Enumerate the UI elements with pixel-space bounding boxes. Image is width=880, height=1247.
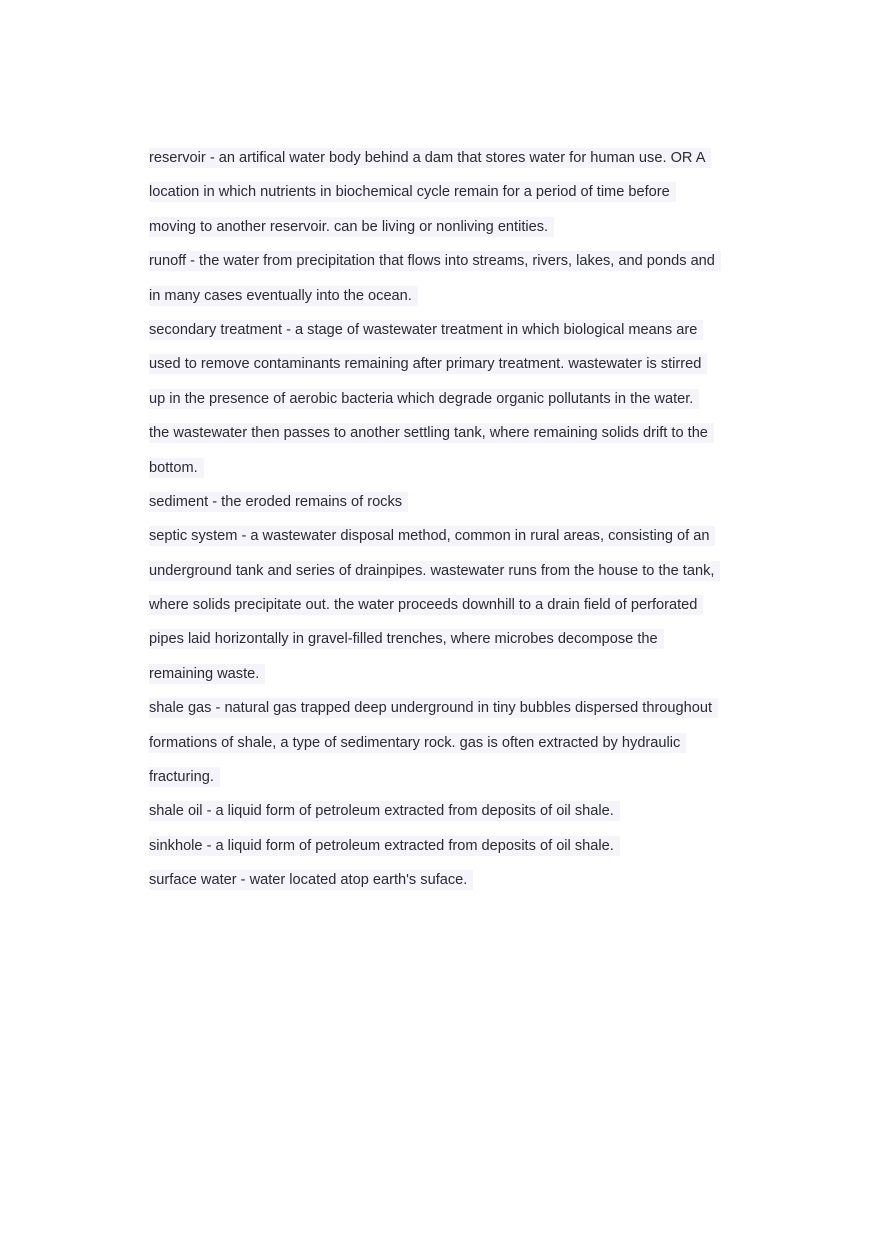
text-line: surface water - water located atop earth's suface. — [149, 863, 739, 897]
text-line: reservoir - an artifical water body behind a dam that stores water for human use. OR A — [149, 141, 739, 175]
text-line: moving to another reservoir. can be living or nonliving entities. — [149, 210, 739, 244]
text-line: up in the presence of aerobic bacteria which degrade organic pollutants in the water. — [149, 382, 739, 416]
text-line: runoff - the water from precipitation that flows into streams, rivers, lakes, and ponds and — [149, 244, 739, 278]
text-line: shale gas - natural gas trapped deep underground in tiny bubbles dispersed throughout — [149, 691, 739, 725]
text-line: location in which nutrients in biochemical cycle remain for a period of time before — [149, 175, 739, 209]
text-line: septic system - a wastewater disposal method, common in rural areas, consisting of an — [149, 519, 739, 553]
text-line: the wastewater then passes to another settling tank, where remaining solids drift to the — [149, 416, 739, 450]
text-line: where solids precipitate out. the water proceeds downhill to a drain field of perforated — [149, 588, 739, 622]
text-line: used to remove contaminants remaining after primary treatment. wastewater is stirred — [149, 347, 739, 381]
text-line: remaining waste. — [149, 657, 739, 691]
text-line: shale oil - a liquid form of petroleum extracted from deposits of oil shale. — [149, 794, 739, 828]
text-line: secondary treatment - a stage of wastewater treatment in which biological means are — [149, 313, 739, 347]
glossary-text — [149, 141, 739, 898]
text-line: sediment - the eroded remains of rocks — [149, 485, 739, 519]
text-line: fracturing. — [149, 760, 739, 794]
text-line: underground tank and series of drainpipes. wastewater runs from the house to the tank, — [149, 554, 739, 588]
text-line: sinkhole - a liquid form of petroleum extracted from deposits of oil shale. — [149, 829, 739, 863]
text-line: formations of shale, a type of sedimentary rock. gas is often extracted by hydraulic — [149, 726, 739, 760]
text-line: pipes laid horizontally in gravel-filled trenches, where microbes decompose the — [149, 622, 739, 656]
text-line: in many cases eventually into the ocean. — [149, 279, 739, 313]
text-line: bottom. — [149, 451, 739, 485]
